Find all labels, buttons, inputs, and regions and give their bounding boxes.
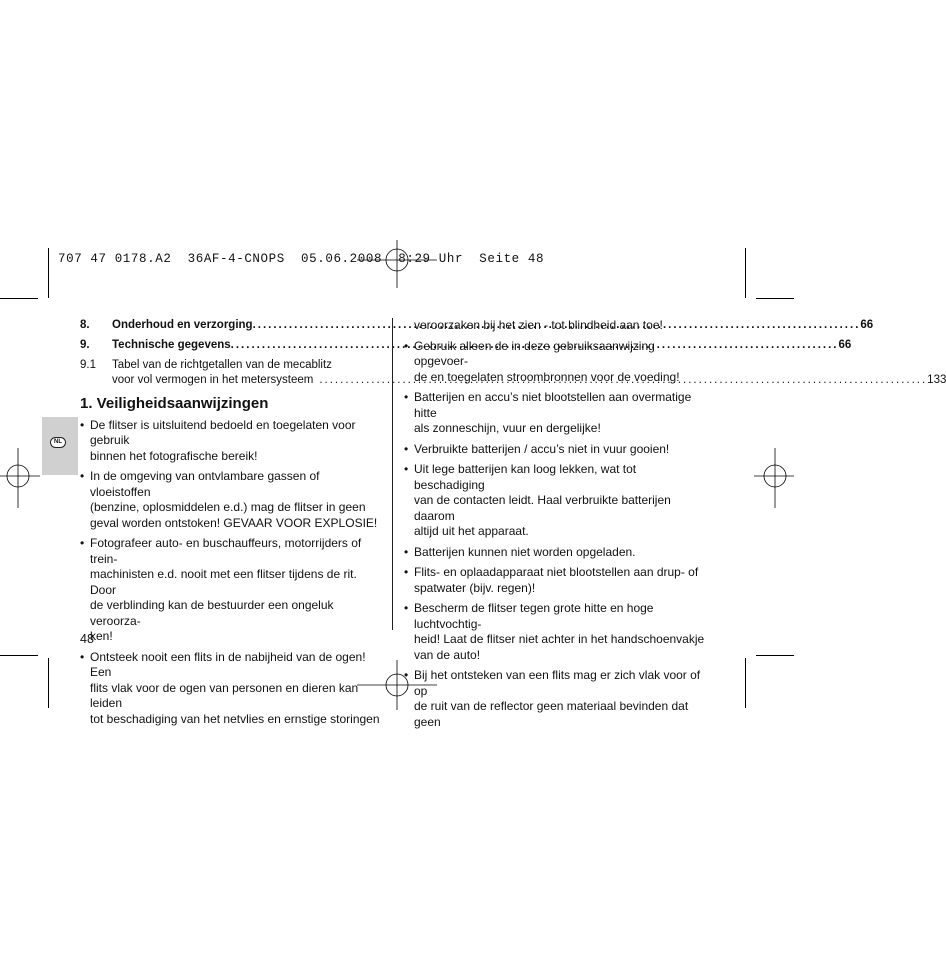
toc-sub-number: 9.1 — [80, 359, 96, 371]
crop-mark-top-right-horizontal — [756, 298, 794, 299]
print-slug-header: 707 47 0178.A2 36AF-4-CNOPS 05.06.2008 8:29 Uhr Seite 48 — [58, 252, 545, 266]
crop-mark-top-left-horizontal — [0, 298, 38, 299]
crop-mark-bottom-right-horizontal — [756, 655, 794, 656]
section-title: 1. Veiligheidsaanwijzingen — [80, 395, 269, 412]
crop-mark-bottom-left-vertical — [48, 658, 49, 708]
toc-page: 66 — [860, 319, 874, 331]
toc-sub-line2: voor vol vermogen in het metersysteem — [112, 374, 314, 386]
list-item: • Ontsteek nooit een flits in de nabijheid van de ogen! Een flits vlak voor de ogen van personen en dieren kan leiden tot beschadiging van het netvlies en ernstige storingen — [80, 649, 380, 726]
registration-mark-right-icon — [754, 448, 794, 508]
list-item: • Bescherm de flitser tegen grote hitte en hoge luchtvochtig- heid! Laat de flitser niet achter in het handschoenvakje van de auto! — [404, 601, 705, 662]
toc-number: 8. — [80, 319, 90, 331]
right-column — [404, 318, 706, 735]
list-item: • Verbruikte batterijen / accu’s niet in vuur gooien! — [404, 441, 670, 456]
page-number: 48 — [80, 632, 94, 646]
registration-mark-left-icon — [0, 448, 40, 508]
crop-mark-bottom-left-horizontal — [0, 655, 38, 656]
toc-label: Onderhoud en verzorging — [112, 319, 253, 331]
toc-sub-line1: Tabel van de richtgetallen van de mecablitz — [112, 359, 332, 371]
crop-mark-bottom-right-vertical — [745, 658, 746, 708]
list-item: • Fotografeer auto- en buschauffeurs, motorrijders of trein- machinisten e.d. nooit met een flitser tijdens de rit. Door de verblinding kan de bestuurder een ongeluk veroorza- ken! — [80, 536, 362, 643]
toc-number: 9. — [80, 339, 90, 351]
list-item: • Uit lege batterijen kan loog lekken, wat tot beschadiging van de contacten leidt. Haal verbruikte batterijen daarom altijd uit het apparaat. — [404, 462, 671, 538]
list-item: • Flits- en oplaadapparaat niet blootstellen aan drup- of spatwater (bijv. regen)! — [404, 565, 699, 595]
crop-mark-top-left-vertical — [48, 248, 49, 298]
list-item: • Gebruik alleen de in deze gebruiksaanwijzing opgevoer- de en toegelaten stroombronnen voor de voeding! — [404, 338, 680, 384]
list-item: • Batterijen kunnen niet worden opgeladen. — [404, 544, 636, 559]
column-divider — [392, 318, 393, 630]
list-item: • In de omgeving van ontvlambare gassen of vloeistoffen (benzine, oplosmiddelen e.d.) mag de flitser in geen geval worden ontstoken! GEVAAR VOOR EXPLOSIE! — [80, 469, 378, 530]
continued-text: veroorzaken bij het zien - tot blindheid aan toe! — [414, 318, 663, 332]
list-item: • Bij het ontsteken van een flits mag er zich vlak voor of op de ruit van de reflector geen materiaal bevinden dat geen — [404, 668, 701, 729]
toc-sub-page: 133 — [927, 374, 946, 386]
toc-entry — [80, 338, 852, 353]
crop-mark-top-right-vertical — [745, 248, 746, 298]
language-badge: NL — [50, 437, 66, 448]
list-item: • Batterijen en accu’s niet blootstellen aan overmatige hitte als zonneschijn, vuur en dergelijke! — [404, 390, 692, 435]
language-tab — [42, 417, 78, 475]
toc-label: Technische gegevens — [112, 339, 231, 351]
toc-page: 66 — [838, 339, 852, 351]
list-item: • De flitser is uitsluitend bedoeld en toegelaten voor gebruik binnen het fotografische bereik! — [80, 417, 356, 463]
